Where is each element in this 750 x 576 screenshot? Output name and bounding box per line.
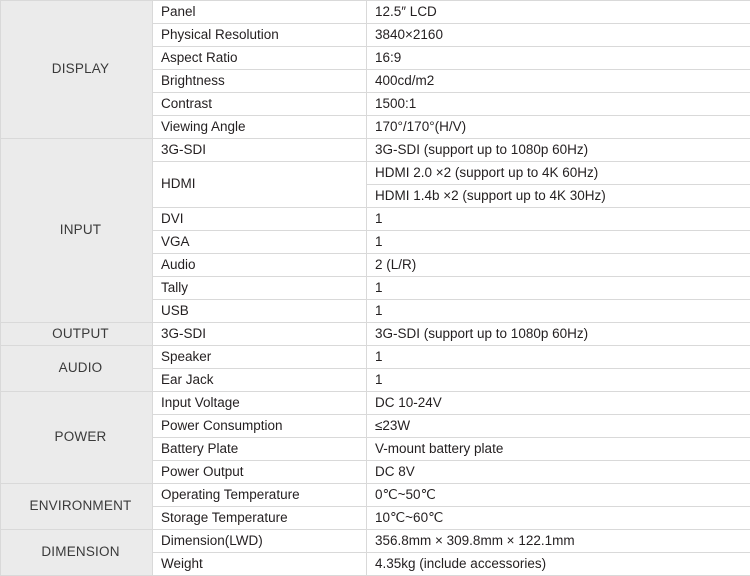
spec-value-cell: HDMI 1.4b ×2 (support up to 4K 30Hz)	[367, 185, 750, 208]
spec-category-cell: OUTPUT	[1, 323, 153, 346]
table-row	[1, 139, 750, 162]
spec-item-cell: USB	[153, 300, 367, 323]
spec-item-cell: 3G-SDI	[153, 323, 367, 346]
spec-value-cell: 1	[367, 300, 750, 323]
spec-value-cell: HDMI 2.0 ×2 (support up to 4K 60Hz)	[367, 162, 750, 185]
spec-value-cell: 1	[367, 369, 750, 392]
spec-value-cell: 3G-SDI (support up to 1080p 60Hz)	[367, 139, 750, 162]
spec-item-cell: Input Voltage	[153, 392, 367, 415]
spec-value-cell: 1	[367, 346, 750, 369]
spec-category-cell: DIMENSION	[1, 530, 153, 576]
spec-value-cell: 3G-SDI (support up to 1080p 60Hz)	[367, 323, 750, 346]
spec-value-cell: 12.5″ LCD	[367, 1, 750, 24]
spec-value-cell: V-mount battery plate	[367, 438, 750, 461]
spec-value-cell: 1500:1	[367, 93, 750, 116]
spec-item-cell: Brightness	[153, 70, 367, 93]
spec-item-cell: 3G-SDI	[153, 139, 367, 162]
spec-value-cell: 1	[367, 208, 750, 231]
spec-item-cell: DVI	[153, 208, 367, 231]
specifications-table-body	[1, 1, 750, 576]
spec-value-cell: 4.35kg (include accessories)	[367, 553, 750, 576]
spec-category-cell: AUDIO	[1, 346, 153, 392]
spec-item-cell: Power Consumption	[153, 415, 367, 438]
table-row	[1, 392, 750, 415]
spec-item-cell: Power Output	[153, 461, 367, 484]
spec-item-cell: Audio	[153, 254, 367, 277]
spec-value-cell: 10℃~60℃	[367, 507, 750, 530]
spec-item-cell: Panel	[153, 1, 367, 24]
spec-value-cell: 170°/170°(H/V)	[367, 116, 750, 139]
spec-item-cell: Weight	[153, 553, 367, 576]
spec-value-cell: 400cd/m2	[367, 70, 750, 93]
spec-category-cell: POWER	[1, 392, 153, 484]
spec-value-cell: 2 (L/R)	[367, 254, 750, 277]
spec-item-cell: Tally	[153, 277, 367, 300]
spec-item-cell: Contrast	[153, 93, 367, 116]
spec-value-cell: DC 10-24V	[367, 392, 750, 415]
spec-category-cell: ENVIRONMENT	[1, 484, 153, 530]
spec-value-cell: ≤23W	[367, 415, 750, 438]
spec-item-cell: Storage Temperature	[153, 507, 367, 530]
table-row	[1, 1, 750, 24]
spec-item-cell: Operating Temperature	[153, 484, 367, 507]
spec-item-cell: Dimension(LWD)	[153, 530, 367, 553]
spec-value-cell: 1	[367, 277, 750, 300]
spec-value-cell: 0℃~50℃	[367, 484, 750, 507]
spec-item-cell: Ear Jack	[153, 369, 367, 392]
spec-item-cell: Viewing Angle	[153, 116, 367, 139]
spec-value-cell: 356.8mm × 309.8mm × 122.1mm	[367, 530, 750, 553]
spec-item-cell: Battery Plate	[153, 438, 367, 461]
spec-category-cell: INPUT	[1, 139, 153, 323]
spec-category-cell: DISPLAY	[1, 1, 153, 139]
spec-item-cell: Aspect Ratio	[153, 47, 367, 70]
spec-item-cell: HDMI	[153, 162, 367, 208]
table-row	[1, 346, 750, 369]
spec-item-cell: VGA	[153, 231, 367, 254]
spec-value-cell: 3840×2160	[367, 24, 750, 47]
spec-item-cell: Speaker	[153, 346, 367, 369]
table-row	[1, 323, 750, 346]
table-row	[1, 530, 750, 553]
spec-value-cell: 1	[367, 231, 750, 254]
table-row	[1, 484, 750, 507]
spec-item-cell: Physical Resolution	[153, 24, 367, 47]
spec-value-cell: 16:9	[367, 47, 750, 70]
spec-value-cell: DC 8V	[367, 461, 750, 484]
